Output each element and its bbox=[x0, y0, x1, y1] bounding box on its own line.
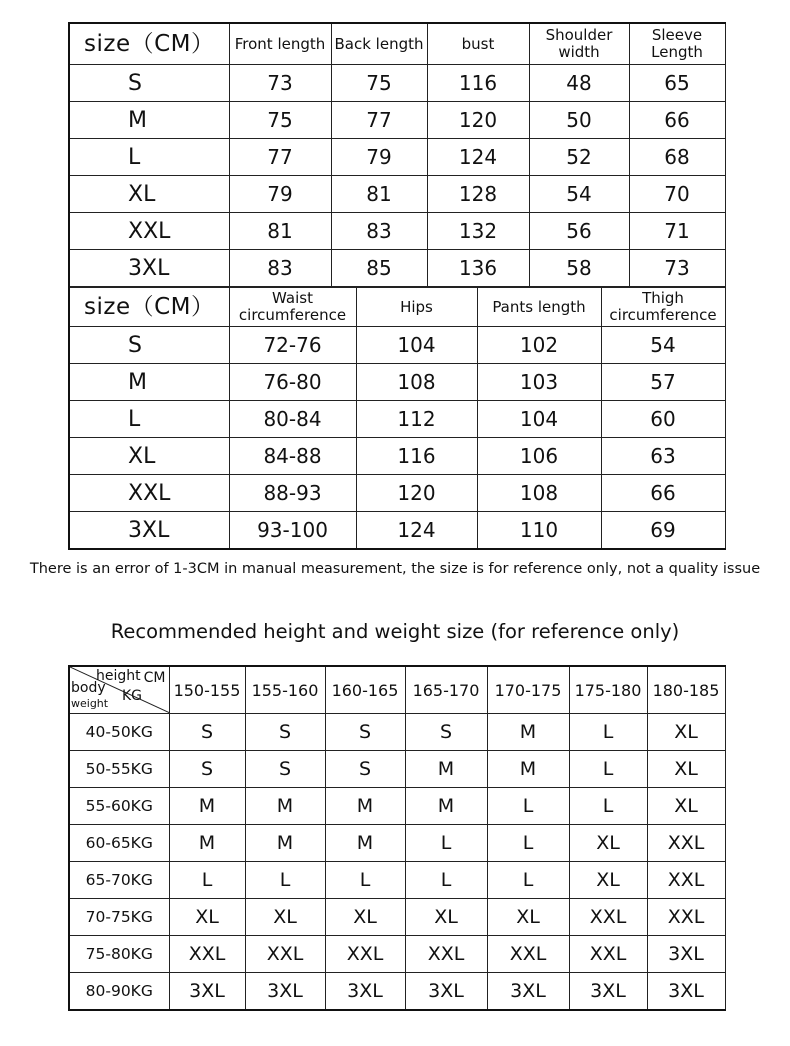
weight-label: 60-65KG bbox=[69, 825, 169, 862]
table-cell: 136 bbox=[427, 250, 529, 287]
table-cell: L bbox=[487, 862, 569, 899]
table-header-row bbox=[69, 666, 725, 714]
table-row bbox=[69, 973, 725, 1011]
column-header: Hips bbox=[356, 288, 477, 327]
table-cell: XL bbox=[647, 788, 725, 825]
table-cell: XXL bbox=[325, 936, 405, 973]
table-cell: 77 bbox=[229, 139, 331, 176]
size-label: L bbox=[69, 139, 229, 176]
table-cell: M bbox=[325, 825, 405, 862]
size-label: XL bbox=[69, 438, 229, 475]
table-cell: XL bbox=[569, 825, 647, 862]
corner-header bbox=[69, 666, 169, 714]
table-cell: 3XL bbox=[647, 936, 725, 973]
weight-label: 55-60KG bbox=[69, 788, 169, 825]
table-row bbox=[69, 213, 725, 250]
height-header: 160-165 bbox=[325, 666, 405, 714]
table-cell: 120 bbox=[356, 475, 477, 512]
table-cell: XL bbox=[169, 899, 245, 936]
table-cell: 108 bbox=[477, 475, 601, 512]
table-row bbox=[69, 139, 725, 176]
table-cell: 66 bbox=[601, 475, 725, 512]
table-header-row bbox=[69, 23, 725, 65]
table-cell: 48 bbox=[529, 65, 629, 102]
table-cell: 132 bbox=[427, 213, 529, 250]
table-row bbox=[69, 176, 725, 213]
weight-label: 75-80KG bbox=[69, 936, 169, 973]
table-cell: XXL bbox=[487, 936, 569, 973]
table-row bbox=[69, 788, 725, 825]
table-cell: XXL bbox=[569, 936, 647, 973]
column-header: Pants length bbox=[477, 288, 601, 327]
table-cell: 58 bbox=[529, 250, 629, 287]
table-row bbox=[69, 438, 725, 475]
table-cell: 73 bbox=[629, 250, 725, 287]
table-cell: S bbox=[169, 714, 245, 751]
table-cell: XXL bbox=[647, 862, 725, 899]
table-cell: 84-88 bbox=[229, 438, 356, 475]
table-cell: 108 bbox=[356, 364, 477, 401]
table-cell: M bbox=[245, 825, 325, 862]
column-header: Thigh circumference bbox=[601, 288, 725, 327]
table-cell: 93-100 bbox=[229, 512, 356, 550]
corner-kg-label: KG bbox=[122, 688, 143, 704]
table-cell: 3XL bbox=[647, 973, 725, 1011]
table-cell: M bbox=[325, 788, 405, 825]
column-header: bust bbox=[427, 23, 529, 65]
table-cell: XXL bbox=[245, 936, 325, 973]
table-cell: XXL bbox=[405, 936, 487, 973]
table-cell: S bbox=[245, 751, 325, 788]
size-label: S bbox=[69, 327, 229, 364]
table-cell: 3XL bbox=[245, 973, 325, 1011]
table-cell: 124 bbox=[427, 139, 529, 176]
table-row bbox=[69, 327, 725, 364]
table-row bbox=[69, 714, 725, 751]
recommended-title: Recommended height and weight size (for reference only) bbox=[110, 620, 680, 643]
table-cell: L bbox=[569, 714, 647, 751]
table-header-row bbox=[69, 288, 725, 327]
table-cell: 103 bbox=[477, 364, 601, 401]
height-header: 165-170 bbox=[405, 666, 487, 714]
table-row bbox=[69, 825, 725, 862]
table-cell: XL bbox=[245, 899, 325, 936]
table-cell: 73 bbox=[229, 65, 331, 102]
table-row bbox=[69, 936, 725, 973]
table-cell: 68 bbox=[629, 139, 725, 176]
table-cell: 69 bbox=[601, 512, 725, 550]
table-cell: 3XL bbox=[169, 973, 245, 1011]
table-cell: L bbox=[487, 825, 569, 862]
table-cell: 3XL bbox=[325, 973, 405, 1011]
table-row bbox=[69, 364, 725, 401]
table-cell: M bbox=[169, 825, 245, 862]
table-cell: 104 bbox=[477, 401, 601, 438]
top-size-chart bbox=[68, 22, 726, 287]
table-row bbox=[69, 102, 725, 139]
table-cell: 83 bbox=[331, 213, 427, 250]
weight-label: 40-50KG bbox=[69, 714, 169, 751]
measurement-note: There is an error of 1-3CM in manual measurement, the size is for reference only, not a quality issue bbox=[29, 561, 761, 577]
table-row bbox=[69, 401, 725, 438]
table-row bbox=[69, 475, 725, 512]
table-cell: XXL bbox=[169, 936, 245, 973]
size-label: M bbox=[69, 102, 229, 139]
size-label: S bbox=[69, 65, 229, 102]
corner-cm-label: CM bbox=[143, 670, 166, 686]
table-cell: 116 bbox=[356, 438, 477, 475]
recommended-size-chart bbox=[68, 665, 726, 1011]
table-cell: 79 bbox=[229, 176, 331, 213]
table-cell: 66 bbox=[629, 102, 725, 139]
weight-label: 50-55KG bbox=[69, 751, 169, 788]
table-cell: M bbox=[487, 714, 569, 751]
table-cell: XXL bbox=[647, 825, 725, 862]
corner-weight-label: weight bbox=[71, 697, 109, 710]
size-label: 3XL bbox=[69, 512, 229, 550]
table-cell: 80-84 bbox=[229, 401, 356, 438]
table-row bbox=[69, 751, 725, 788]
table-cell: S bbox=[169, 751, 245, 788]
size-header: size（CM） bbox=[69, 288, 229, 327]
table-cell: 83 bbox=[229, 250, 331, 287]
bottom-size-chart bbox=[68, 287, 726, 550]
table-cell: XL bbox=[647, 714, 725, 751]
column-header: Back length bbox=[331, 23, 427, 65]
table-cell: M bbox=[405, 751, 487, 788]
table-cell: M bbox=[487, 751, 569, 788]
table-cell: 72-76 bbox=[229, 327, 356, 364]
column-header: Shoulder width bbox=[529, 23, 629, 65]
column-header: Front length bbox=[229, 23, 331, 65]
table-row bbox=[69, 250, 725, 287]
size-label: 3XL bbox=[69, 250, 229, 287]
table-cell: S bbox=[405, 714, 487, 751]
table-cell: S bbox=[325, 751, 405, 788]
table-cell: XXL bbox=[647, 899, 725, 936]
height-header: 150-155 bbox=[169, 666, 245, 714]
table-cell: 81 bbox=[331, 176, 427, 213]
table-cell: XL bbox=[487, 899, 569, 936]
size-label: XL bbox=[69, 176, 229, 213]
table-cell: 57 bbox=[601, 364, 725, 401]
table-cell: M bbox=[405, 788, 487, 825]
height-header: 175-180 bbox=[569, 666, 647, 714]
height-header: 155-160 bbox=[245, 666, 325, 714]
table-cell: 71 bbox=[629, 213, 725, 250]
table-cell: L bbox=[487, 788, 569, 825]
table-cell: 128 bbox=[427, 176, 529, 213]
table-cell: 124 bbox=[356, 512, 477, 550]
table-row bbox=[69, 512, 725, 550]
table-cell: M bbox=[169, 788, 245, 825]
table-cell: 54 bbox=[601, 327, 725, 364]
table-cell: 116 bbox=[427, 65, 529, 102]
table-cell: XL bbox=[325, 899, 405, 936]
table-cell: S bbox=[325, 714, 405, 751]
table-cell: 106 bbox=[477, 438, 601, 475]
table-cell: 56 bbox=[529, 213, 629, 250]
table-cell: 110 bbox=[477, 512, 601, 550]
size-label: L bbox=[69, 401, 229, 438]
table-cell: XL bbox=[647, 751, 725, 788]
table-cell: 76-80 bbox=[229, 364, 356, 401]
table-cell: 75 bbox=[331, 65, 427, 102]
height-header: 170-175 bbox=[487, 666, 569, 714]
table-cell: 112 bbox=[356, 401, 477, 438]
table-row bbox=[69, 899, 725, 936]
table-cell: 3XL bbox=[569, 973, 647, 1011]
table-cell: L bbox=[405, 825, 487, 862]
corner-body-label: body bbox=[71, 680, 106, 696]
table-cell: 60 bbox=[601, 401, 725, 438]
table-cell: L bbox=[325, 862, 405, 899]
size-label: M bbox=[69, 364, 229, 401]
weight-label: 70-75KG bbox=[69, 899, 169, 936]
table-cell: 79 bbox=[331, 139, 427, 176]
height-header: 180-185 bbox=[647, 666, 725, 714]
table-cell: L bbox=[405, 862, 487, 899]
table-cell: L bbox=[245, 862, 325, 899]
size-header: size（CM） bbox=[69, 23, 229, 65]
table-cell: 65 bbox=[629, 65, 725, 102]
weight-label: 65-70KG bbox=[69, 862, 169, 899]
column-header: Sleeve Length bbox=[629, 23, 725, 65]
table-cell: 75 bbox=[229, 102, 331, 139]
table-cell: 77 bbox=[331, 102, 427, 139]
table-cell: 85 bbox=[331, 250, 427, 287]
table-cell: 3XL bbox=[487, 973, 569, 1011]
table-cell: 104 bbox=[356, 327, 477, 364]
table-cell: 102 bbox=[477, 327, 601, 364]
table-cell: M bbox=[245, 788, 325, 825]
corner-height-label: height bbox=[96, 668, 141, 684]
weight-label: 80-90KG bbox=[69, 973, 169, 1011]
column-header: Waist circumference bbox=[229, 288, 356, 327]
size-label: XXL bbox=[69, 213, 229, 250]
table-cell: 120 bbox=[427, 102, 529, 139]
table-cell: XL bbox=[569, 862, 647, 899]
table-cell: S bbox=[245, 714, 325, 751]
table-cell: 88-93 bbox=[229, 475, 356, 512]
table-row bbox=[69, 65, 725, 102]
table-cell: 50 bbox=[529, 102, 629, 139]
table-cell: 70 bbox=[629, 176, 725, 213]
table-cell: L bbox=[169, 862, 245, 899]
table-cell: L bbox=[569, 751, 647, 788]
table-cell: XXL bbox=[569, 899, 647, 936]
table-cell: 81 bbox=[229, 213, 331, 250]
size-label: XXL bbox=[69, 475, 229, 512]
table-cell: XL bbox=[405, 899, 487, 936]
table-cell: L bbox=[569, 788, 647, 825]
table-cell: 52 bbox=[529, 139, 629, 176]
table-cell: 54 bbox=[529, 176, 629, 213]
table-cell: 3XL bbox=[405, 973, 487, 1011]
table-cell: 63 bbox=[601, 438, 725, 475]
table-row bbox=[69, 862, 725, 899]
